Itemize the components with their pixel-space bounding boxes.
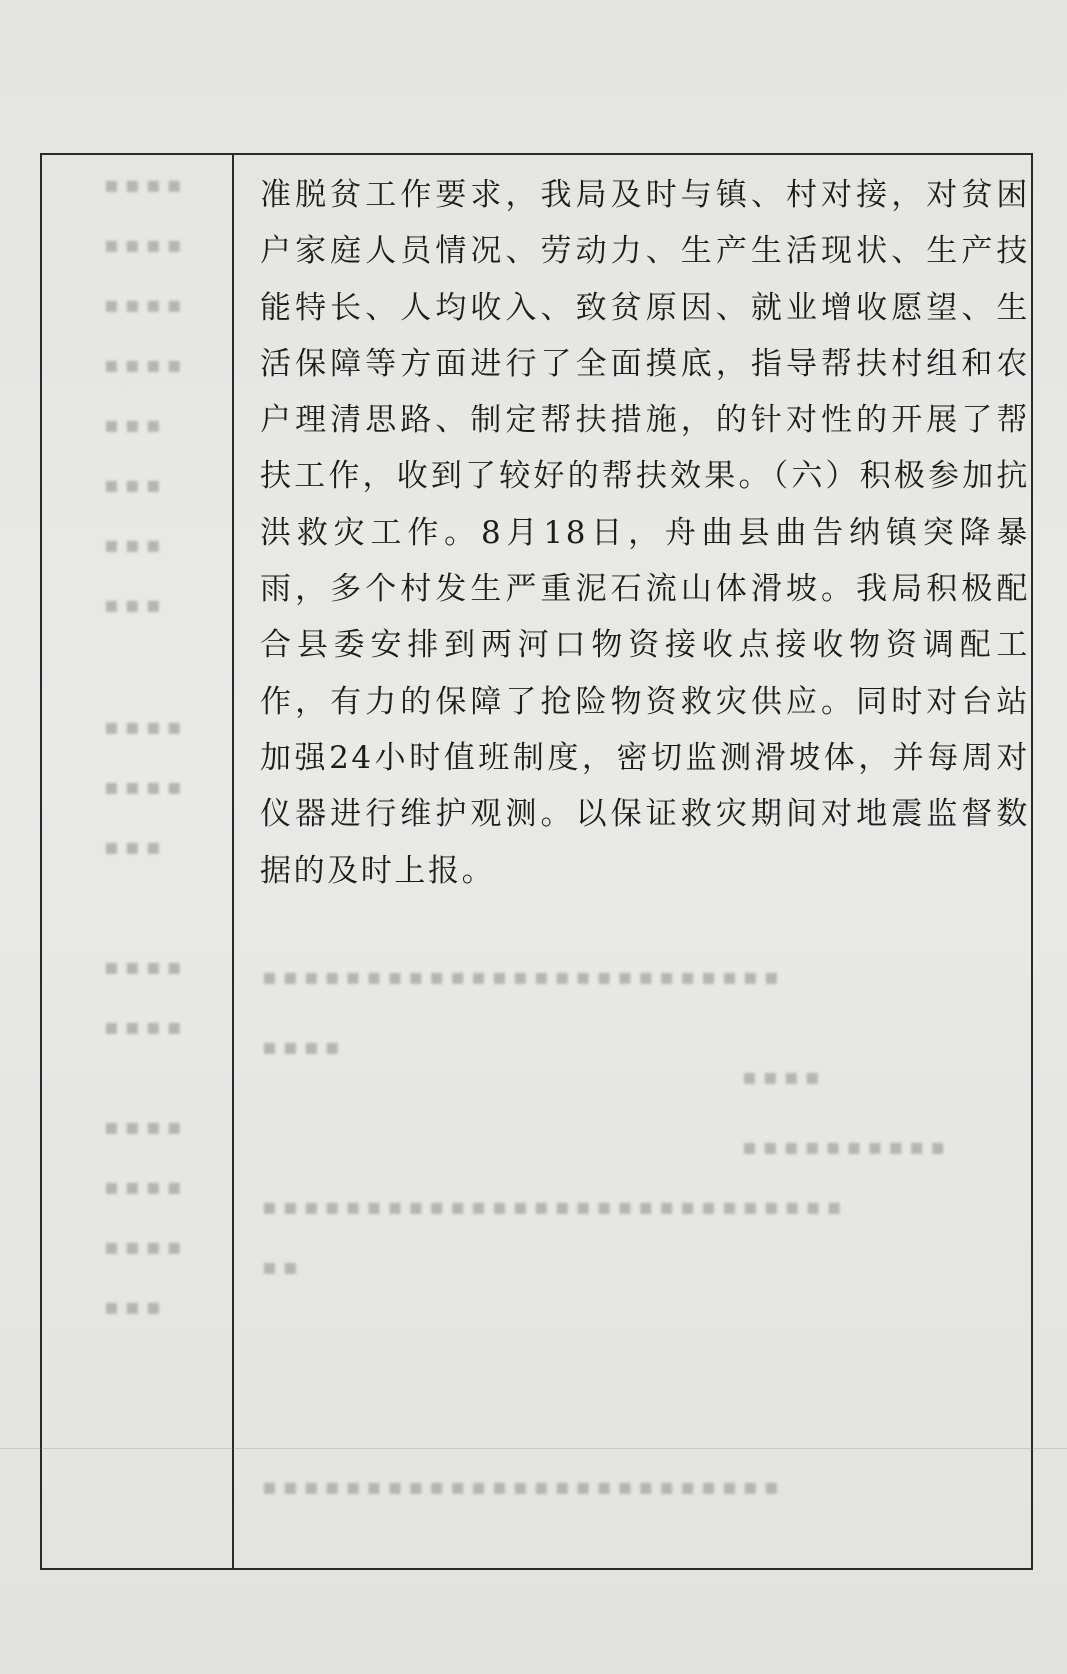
form-table: ▪▪▪▪ ▪▪▪▪ ▪▪▪▪ ▪▪▪▪ ▪▪▪ ▪▪▪ ▪▪▪ ▪▪▪ ▪▪▪▪ ▪▪▪▪ ▪▪▪ ▪▪▪▪ ▪▪▪▪ ▪▪▪▪ ▪▪▪▪ ▪▪▪▪ ▪▪▪ 准脱贫工作要求，我局及时与镇、村对接，对贫困户家庭人员情况、劳动力、生产生活现状、生产技能特长、人均收入、致贫原因、就业增收愿望、生活保障等方面进行了全面摸底，指导帮扶村组和农户理清思路、制定帮扶措施，的针对性的开展了帮扶工作，收到了较好的帮扶效果。（六）积极参加抗洪救灾工作。8月18日，舟曲县曲告纳镇突降暴雨，多个村发生严重泥石流山体滑坡。我局积极配合县委安排到两河口物资接收点接收物资调配工作，有力的保障了抢险物资救灾供应。同时对台站加强24小时值班制度，密切监测滑坡体，并每周对仪器进行维护观测。以保证救灾期间对地震监督数据的及时上报。 ▪▪▪▪▪▪▪▪▪▪▪▪▪▪▪▪▪▪▪▪▪▪▪▪▪ ▪▪▪▪ ▪▪▪▪ ▪▪▪▪▪▪▪▪▪▪ ▪▪▪▪▪▪▪▪▪▪▪▪▪▪▪▪▪▪▪▪▪▪▪▪▪▪▪▪ ▪▪ ▪▪▪▪▪▪▪▪▪▪▪▪▪▪▪▪▪▪▪▪▪▪▪▪▪ xyxy=(40,153,1033,1570)
body-text: 准脱贫工作要求，我局及时与镇、村对接，对贫困户家庭人员情况、劳动力、生产生活现状、生产技能特长、人均收入、致贫原因、就业增收愿望、生活保障等方面进行了全面摸底，指导帮扶村组和农户理清思路、制定帮扶措施，的针对性的开展了帮扶工作，收到了较好的帮扶效果。（六）积极参加抗洪救灾工作。8月18日，舟曲县曲告纳镇突降暴雨，多个村发生严重泥石流山体滑坡。我局积极配合县委安排到两河口物资接收点接收物资调配工作，有力的保障了抢险物资救灾供应。同时对台站加强24小时值班制度，密切监测滑坡体，并每周对仪器进行维护观测。以保证救灾期间对地震监督数据的及时上报。 xyxy=(260,177,1030,889)
paper-fold-line xyxy=(0,1448,1067,1449)
form-content-cell xyxy=(260,167,1030,899)
form-label-column: ▪▪▪▪ ▪▪▪▪ ▪▪▪▪ ▪▪▪▪ ▪▪▪ ▪▪▪ ▪▪▪ ▪▪▪ ▪▪▪▪ ▪▪▪▪ ▪▪▪ ▪▪▪▪ ▪▪▪▪ ▪▪▪▪ ▪▪▪▪ ▪▪▪▪ ▪▪▪ xyxy=(42,155,234,1568)
